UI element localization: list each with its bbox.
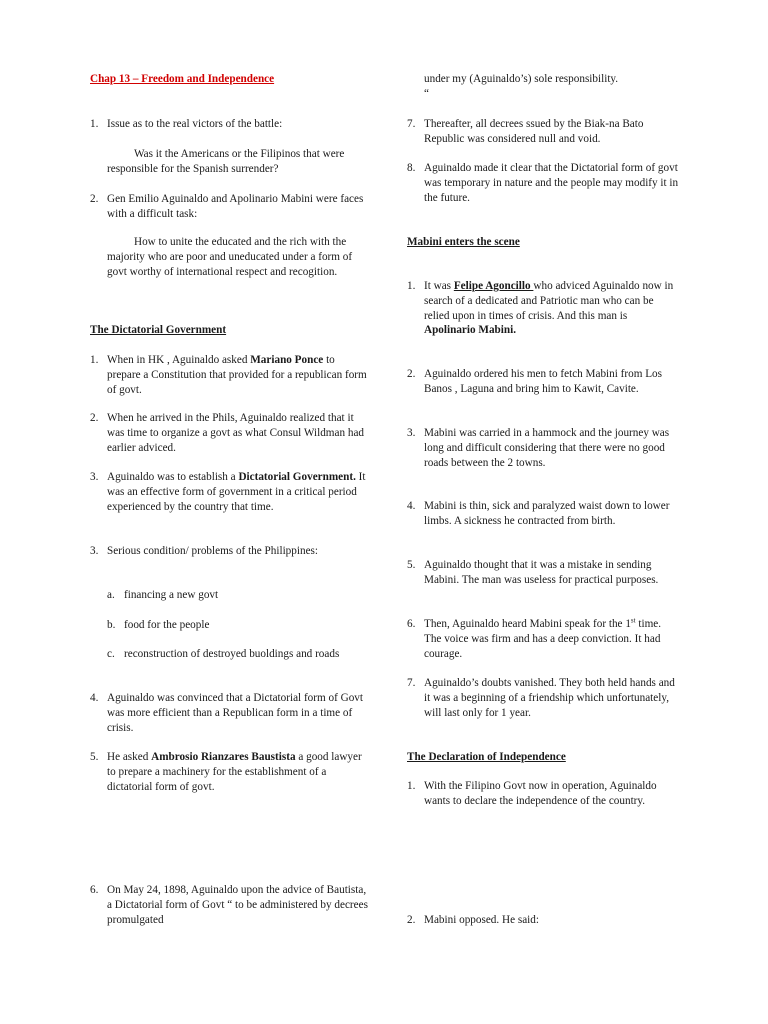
list-item: 5. He asked Ambrosio Rianzares Baustista a good lawyer to prepare a machinery for the establishment of a dictatorial form of govt. [90, 751, 362, 793]
list-item: 7. Thereafter, all decrees ssued by the Biak-na Bato Republic was considered null and void. [407, 118, 644, 145]
sub-item: c. reconstruction of destroyed buoldings and roads [107, 648, 340, 660]
section-heading: The Dictatorial Government [90, 324, 227, 336]
sub-item: b. food for the people [107, 619, 210, 631]
list-item: 3. Aguinaldo was to establish a Dictatorial Government. It was an effective form of government in a critical period experienced by the country that time. [90, 471, 366, 513]
list-item: 6. On May 24, 1898, Aguinaldo upon the advice of Bautista, a Dictatorial form of Govt “ to be administered by decrees promulgated [90, 884, 368, 926]
list-item: 1. When in HK , Aguinaldo asked Mariano Ponce to prepare a Constitution that provided for a republican form of govt. [90, 354, 367, 396]
list-item: 7. Aguinaldo’s doubts vanished. They both held hands and it was a beginning of a friendship which unfortunately, will last only for 1 year. [407, 677, 675, 719]
list-item: 8. Aguinaldo made it clear that the Dictatorial form of govt was temporary in nature and the people may modify it in the future. [407, 162, 679, 204]
section-heading: The Declaration of Independence [407, 751, 566, 763]
list-item: 2. Gen Emilio Aguinaldo and Apolinario Mabini were faces with a difficult task: [90, 193, 364, 220]
list-item: 2. When he arrived in the Phils, Aguinaldo realized that it was time to organize a govt as what Consul Wildman had earlier adviced. [90, 412, 365, 454]
list-item: 4. Aguinaldo was convinced that a Dictatorial form of Govt was more efficient than a Republican form in a time of crisis. [90, 692, 363, 734]
list-item: 2. Mabini opposed. He said: [407, 914, 539, 926]
section-heading: Mabini enters the scene [407, 236, 520, 248]
chapter-title: Chap 13 – Freedom and Independence [90, 73, 275, 85]
continuation-text: under my (Aguinaldo’s) sole responsibility. “ [424, 73, 619, 100]
list-item: 5. Aguinaldo thought that it was a mistake in sending Mabini. The man was useless for practical purposes. [407, 559, 659, 586]
sub-item: a. financing a new govt [107, 589, 219, 601]
list-item: 3. Serious condition/ problems of the Philippines: [90, 545, 318, 557]
list-item: 3. Mabini was carried in a hammock and the journey was long and difficult considering that there were no good roads between the 2 towns. [407, 427, 670, 469]
list-item: 1. It was Felipe Agoncillo who adviced Aguinaldo now in search of a dedicated and Patriotic man who can be relied upon in times of crisis. And this man is Apolinario Mabini. [407, 280, 674, 337]
list-item: 2. Aguinaldo ordered his men to fetch Mabini from Los Banos , Laguna and bring him to Kawit, Cavite. [407, 368, 662, 395]
list-item: 1. With the Filipino Govt now in operation, Aguinaldo wants to declare the independence of the country. [407, 780, 657, 807]
paragraph: Was it the Americans or the Filipinos that were responsible for the Spanish surrender? [107, 148, 345, 175]
list-item: 4. Mabini is thin, sick and paralyzed waist down to lower limbs. A sickness he contracted from birth. [407, 500, 670, 527]
list-item: 1. Issue as to the real victors of the battle: [90, 118, 283, 130]
paragraph: How to unite the educated and the rich with the majority who are poor and uneducated under a form of govt worthy of international respect and recogition. [107, 236, 353, 278]
list-item: 6. Then, Aguinaldo heard Mabini speak for the 1st time. The voice was firm and has a deep conviction. It had courage. [407, 616, 662, 660]
